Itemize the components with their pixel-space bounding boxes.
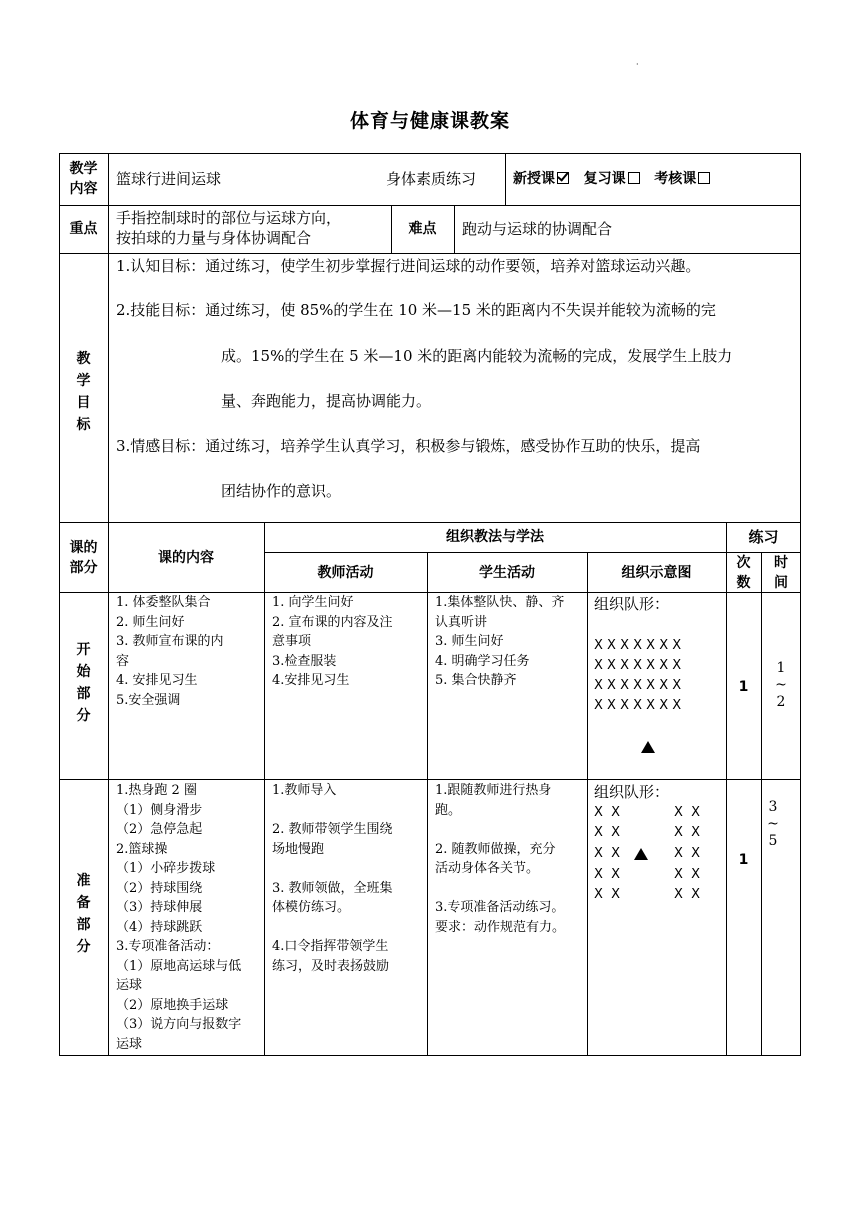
goal-skill-line3: 量、奔跑能力，提高协调能力。 [221,392,432,410]
teaching-goals-label: 教 学 目 标 [76,351,91,433]
start-part-label: 开 始 部 分 [76,642,91,724]
teacher-position-icon [641,741,655,753]
header-times: 次 数 [736,555,751,591]
header-org: 组织教法与学法 [446,529,544,545]
start-formation-row: X X X X X X X [594,698,682,713]
exam-lesson-label: 考核课 [654,171,697,187]
header-content: 课的内容 [158,550,214,566]
prep-formation-left: X X [594,887,621,902]
start-diagram-title: 组织队形： [594,595,670,613]
key-point-label: 重点 [69,221,98,237]
prep-student-activity: 1.跟随教师进行热身 跑。 2. 随教师做操，充分 活动身体各关节。 3.专项准备活动练习。 要求：动作规范有力。 [435,783,566,935]
start-content: 1. 体委整队集合 2. 师生问好 3. 教师宣布课的内 容 4. 安排见习生 5.安全强调 [116,595,224,708]
review-lesson-label: 复习课 [583,171,626,187]
start-teacher-activity: 1. 向学生问好 2. 宣布课的内容及注 意事项 3.检查服装 4.安排见习生 [272,595,393,688]
prep-formation-right: X X [674,867,701,882]
start-times: 1 [738,679,749,695]
header-duration: 时 间 [774,555,788,591]
new-lesson-label: 新授课 [513,171,555,187]
goal-skill-line1: 2.技能目标：通过练习，使 85%的学生在 10 米—15 米的距离内不失误并能较为流畅的完 [116,301,716,319]
goal-emotion-line1: 3.情感目标：通过练习，培养学生认真学习，积极参与锻炼，感受协作互助的快乐，提高 [116,437,701,455]
prep-formation-left: X X [594,805,621,820]
review-lesson-checkbox[interactable] [628,172,640,184]
header-practice: 练习 [748,528,779,546]
start-student-activity: 1.集体整队快、静、齐 认真听讲 3. 师生问好 4. 明确学习任务 5. 集合快静齐 [435,595,565,688]
header-part: 课的 部分 [69,540,98,576]
prep-formation-right: X X [674,887,701,902]
difficulty-label: 难点 [408,221,437,237]
start-formation-row: X X X X X X X [594,638,682,653]
header-teacher: 教师活动 [317,565,374,581]
prep-part-label: 准 备 部 分 [76,873,91,955]
start-formation-row: X X X X X X X [594,678,682,693]
prep-formation-left: X X [594,846,621,861]
prep-duration: 3 ~ 5 [767,799,779,849]
header-student: 学生活动 [479,565,535,581]
page-dot: · [636,60,639,69]
prep-formation-left: X X [594,867,621,882]
teaching-content-1: 篮球行进间运球 [116,170,222,188]
teaching-content-2: 身体素质练习 [386,170,477,188]
teaching-content-label: 教学 内容 [69,161,98,197]
start-formation-row: X X X X X X X [594,658,682,673]
prep-teacher-activity: 1.教师导入 2. 教师带领学生围绕 场地慢跑 3. 教师领做，全班集 体模仿练习。 4.口令指挥带领学生 练习，及时表扬鼓励 [272,783,393,974]
prep-times: 1 [738,852,749,868]
prep-content: 1.热身跑 2 圈 （1）侧身滑步 （2）急停急起 2.篮球操 （1）小碎步拨球 （2）持球围绕 （3）持球伸展 （4）持球跳跃 3.专项准备活动： （1）原地高运球与低 运球 （2）原地换手运球 （3）说方向与报数字 运球 [116,783,242,1052]
goal-skill-line2: 成。15%的学生在 5 米—10 米的距离内能较为流畅的完成，发展学生上肢力 [221,347,733,365]
prep-diagram-title: 组织队形： [594,783,670,801]
new-lesson-checkbox[interactable] [557,172,569,184]
goal-cognitive: 1.认知目标：通过练习，使学生初步掌握行进间运球的动作要领，培养对篮球运动兴趣。 [116,257,701,275]
lesson-type-options [513,169,710,189]
prep-formation-right: X X [674,846,701,861]
teacher-position-icon [634,848,648,860]
prep-formation-left: X X [594,825,621,840]
prep-formation-right: X X [674,825,701,840]
exam-lesson-checkbox[interactable] [698,172,710,184]
key-point-text: 手指控制球时的部位与运球方向， 按拍球的力量与身体协调配合 [116,209,342,247]
start-duration: 1 ~ 2 [775,660,787,710]
prep-formation-right: X X [674,805,701,820]
difficulty-text: 跑动与运球的协调配合 [462,220,613,238]
goal-emotion-line2: 团结协作的意识。 [221,482,342,500]
header-diagram: 组织示意图 [621,565,692,581]
page-title: 体育与健康课教案 [349,110,510,132]
